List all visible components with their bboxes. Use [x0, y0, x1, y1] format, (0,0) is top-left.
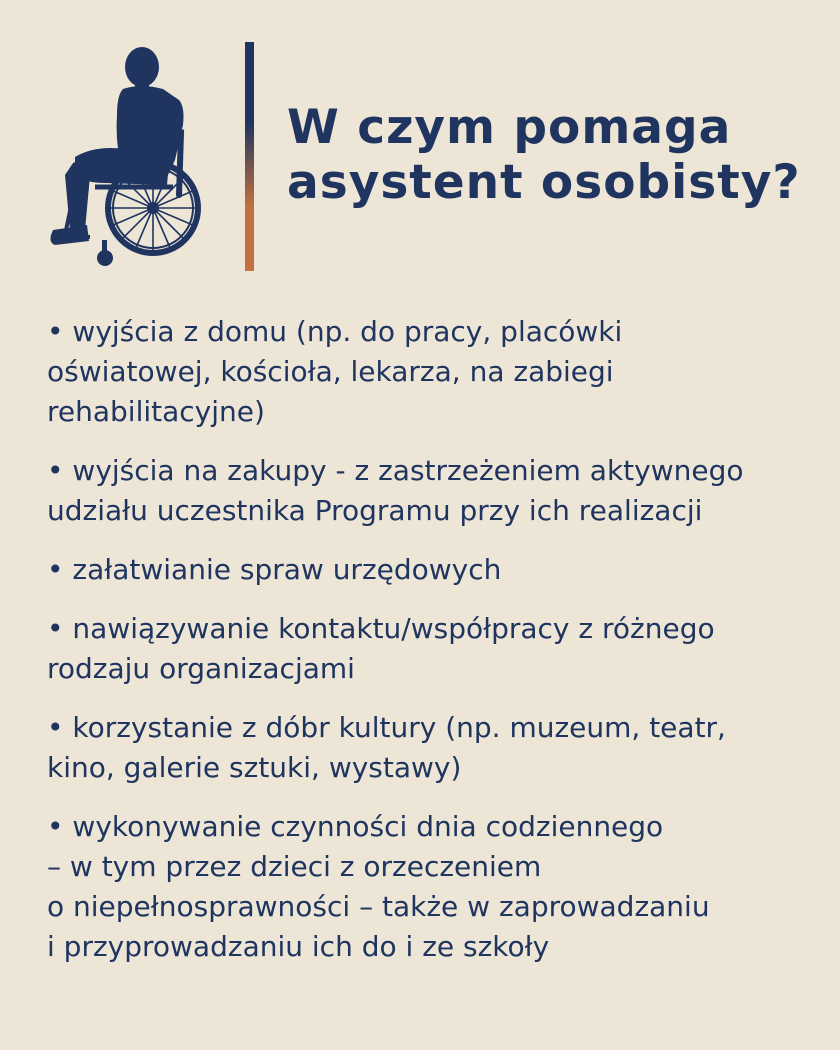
- list-item-line: rehabilitacyjne): [47, 395, 265, 428]
- list-item-line: udziału uczestnika Programu przy ich realizacji: [47, 494, 703, 527]
- help-list: [47, 312, 827, 986]
- list-item-line: • wykonywanie czynności dnia codziennego: [47, 810, 664, 843]
- list-item-line: o niepełnosprawności – także w zaprowadzaniu: [47, 890, 710, 923]
- title-line: W czym pomaga: [287, 100, 732, 155]
- header: [0, 0, 840, 290]
- list-item-line: kino, galerie sztuki, wystawy): [47, 751, 462, 784]
- list-item: [47, 807, 827, 967]
- list-item-line: – w tym przez dzieci z orzeczeniem: [47, 850, 542, 883]
- list-item-line: • korzystanie z dóbr kultury (np. muzeum, teatr,: [47, 711, 726, 744]
- vertical-divider: [245, 42, 254, 271]
- list-item: [47, 312, 827, 432]
- list-item: [47, 550, 827, 590]
- list-item-line: • wyjścia na zakupy - z zastrzeżeniem aktywnego: [47, 454, 744, 487]
- list-item: [47, 708, 827, 788]
- list-item-line: • nawiązywanie kontaktu/współpracy z różnego: [47, 612, 715, 645]
- list-item-line: oświatowej, kościoła, lekarza, na zabiegi: [47, 355, 614, 388]
- wheelchair-user-icon: [45, 45, 205, 270]
- title-line: asystent osobisty?: [287, 155, 801, 210]
- list-item-line: • wyjścia z domu (np. do pracy, placówki: [47, 315, 623, 348]
- list-item: [47, 451, 827, 531]
- list-item-line: rodzaju organizacjami: [47, 652, 355, 685]
- list-item-line: • załatwianie spraw urzędowych: [47, 553, 502, 586]
- list-item: [47, 609, 827, 689]
- list-item-line: i przyprowadzaniu ich do i ze szkoły: [47, 930, 550, 963]
- page-title: [287, 100, 832, 210]
